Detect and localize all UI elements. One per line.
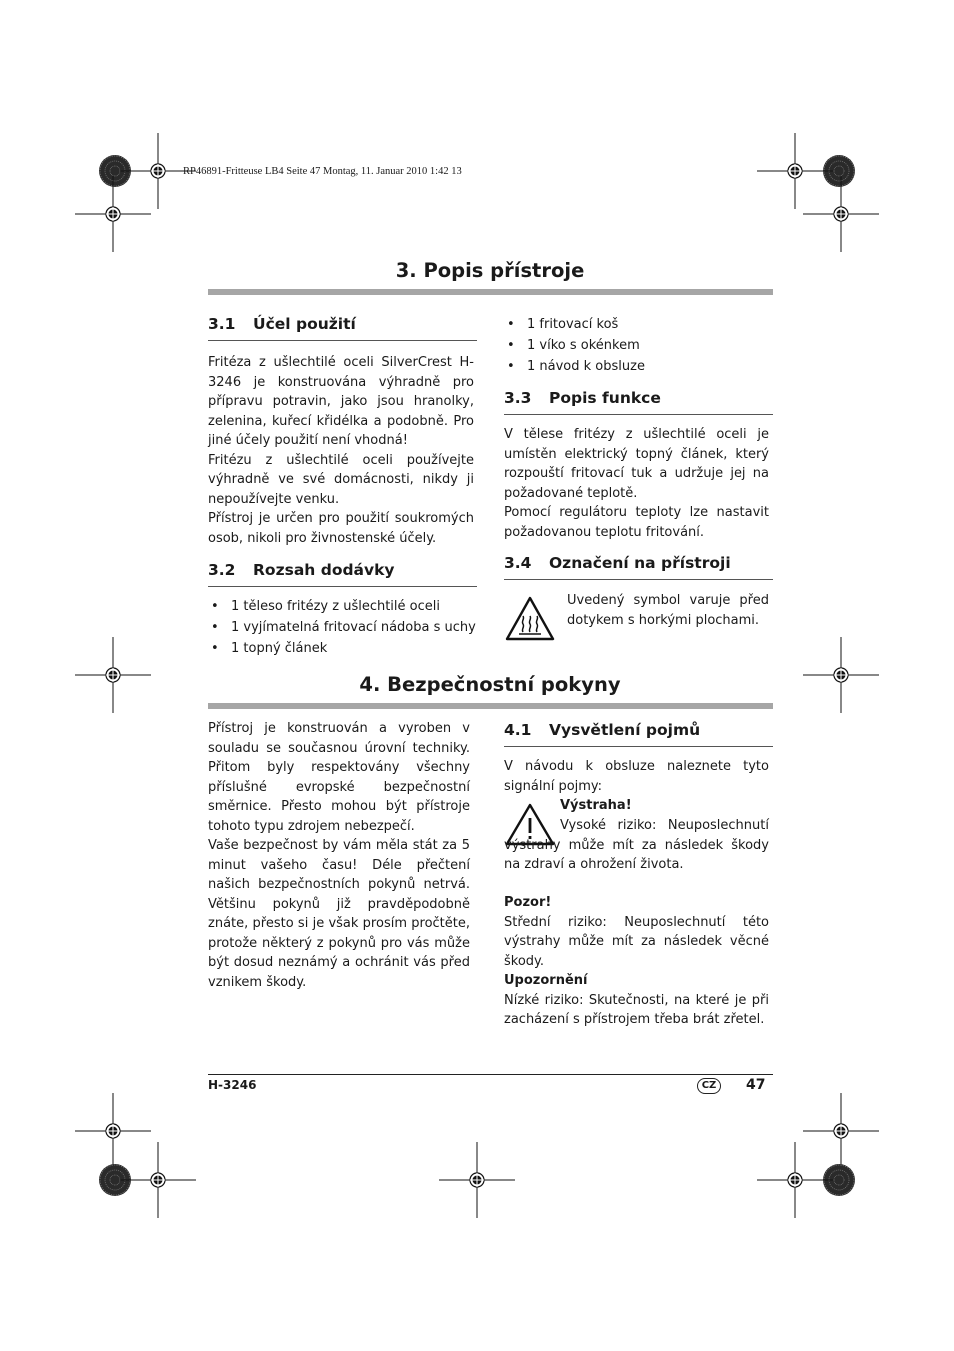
list-item: • 1 fritovací koš (504, 314, 645, 335)
vystraha-text: Vysoké riziko: Neuposlechnutí výstrahy může mít za následek škody na zdraví a ohrožení života. (504, 818, 769, 872)
delivery-list-continued (504, 314, 645, 377)
section-3-1-body (208, 353, 474, 548)
section-4-1-heading (504, 721, 700, 739)
section-3-2-heading (208, 561, 395, 579)
warning-term-heading (560, 796, 769, 816)
registration-crosshair-icon (75, 637, 151, 713)
registration-crosshair-icon (75, 176, 151, 252)
section-rule (208, 340, 477, 341)
list-item: • 1 těleso fritézy z ušlechtilé oceli (208, 596, 476, 617)
section-3-3-body (504, 425, 769, 542)
section-rule (504, 746, 773, 747)
section-number: 3.4 (504, 554, 532, 572)
section-title: Rozsah dodávky (253, 561, 395, 579)
list-item: • 1 návod k obsluze (504, 356, 645, 377)
upozorneni-title: Upozornění (504, 973, 588, 988)
hot-surface-warning-icon (505, 596, 555, 642)
footer-model: H-3246 (208, 1078, 257, 1092)
chapter-3-title: 3. Popis přístroje (395, 259, 585, 282)
vystraha-title: Výstraha! (560, 798, 632, 813)
section-rule (208, 586, 477, 587)
section-3-4-heading (504, 554, 731, 572)
section-number: 3.1 (208, 315, 236, 333)
registration-crosshair-icon (803, 637, 879, 713)
chapter-4-intro (208, 719, 470, 992)
symbol-description: Uvedený symbol varuje před dotykem s horkými plochami. (567, 593, 769, 628)
registration-crosshair-icon (439, 1142, 515, 1218)
paragraph: Vaše bezpečnost by vám měla stát za 5 minut vašeho času! Déle přečtení našich bezpečnostních pokynů netrvá. Většinu pokynů již pravděpodobně znáte, přesto si je však prosím pročtěte, protože některý z pokynů pro vás může být dosud neznámý a ochránit vás před vznikem škody. (208, 838, 470, 990)
registration-crosshair-icon (75, 1093, 151, 1169)
delivery-list (208, 596, 476, 659)
paragraph: Přístroj je konstruován a vyroben v souladu se současnou úrovní techniky. Přitom byly respektovány všechny příslušné evropské bezpečnostní směrnice. Přesto mohou být přístroje tohoto typu zdrojem nebezpečí. (208, 721, 470, 834)
section-title: Popis funkce (549, 389, 661, 407)
registration-crosshair-icon (803, 176, 879, 252)
paragraph: V tělese fritézy z ušlechtilé oceli je umístěn elektrický topný článek, který rozpouští fritovací tuk a udržuje jej na požadované teplotě. (504, 427, 769, 501)
language-badge: CZ (697, 1078, 721, 1094)
footer-rule (208, 1074, 773, 1075)
paragraph: Fritéza z ušlechtilé oceli SilverCrest H-3246 je konstruována výhradně pro přípravu potravin, jako jsou hranolky, zelenina, kuřecí křidélka a podobně. Pro jiné účely použití není vhodná! (208, 355, 474, 448)
registration-crosshair-icon (120, 1142, 196, 1218)
list-item: • 1 vyjímatelná fritovací nádoba s uchy (208, 617, 476, 638)
pozor-text: Střední riziko: Neuposlechnutí této výstrahy může mít za následek věcné škody. (504, 914, 769, 969)
list-item: • 1 víko s okénkem (504, 335, 645, 356)
section-3-3-heading (504, 389, 661, 407)
print-header: RP46891-Fritteuse LB4 Seite 47 Montag, 11. Januar 2010 1:42 13 (183, 166, 462, 177)
pozor-title: Pozor! (504, 895, 552, 910)
list-item: • 1 topný článek (208, 638, 476, 659)
section-rule (504, 579, 773, 580)
signal-terms-intro: V návodu k obsluze naleznete tyto signální pojmy: (504, 759, 769, 794)
paragraph: Fritézu z ušlechtilé oceli používejte výhradně ve své domácnosti, nikdy ji nepoužívejte venku. (208, 452, 474, 507)
paragraph: Pomocí regulátoru teploty lze nastavit požadovanou teplotu fritování. (504, 505, 769, 540)
upozorneni-text: Nízké riziko: Skutečnosti, na které je při zacházení s přístrojem třeba brát zřetel. (504, 992, 769, 1027)
caution-term-block (504, 893, 769, 1030)
section-title: Účel použití (253, 315, 356, 333)
section-number: 3.3 (504, 389, 532, 407)
section-rule (504, 414, 773, 415)
section-title: Vysvětlení pojmů (549, 721, 701, 739)
section-number: 3.2 (208, 561, 236, 579)
chapter-4-rule (208, 703, 773, 709)
page-number: 47 (746, 1077, 766, 1093)
registration-crosshair-icon (757, 1142, 833, 1218)
paragraph: Přístroj je určen pro použití soukromých osob, nikoli pro živnostenské účely. (208, 511, 474, 546)
registration-crosshair-icon (803, 1093, 879, 1169)
section-title: Označení na přístroji (549, 554, 731, 572)
chapter-4-title: 4. Bezpečnostní pokyny (359, 673, 621, 696)
registration-crosshair-icon (757, 133, 833, 209)
section-3-1-heading (208, 315, 356, 333)
chapter-3-rule (208, 289, 773, 295)
section-number: 4.1 (504, 721, 532, 739)
